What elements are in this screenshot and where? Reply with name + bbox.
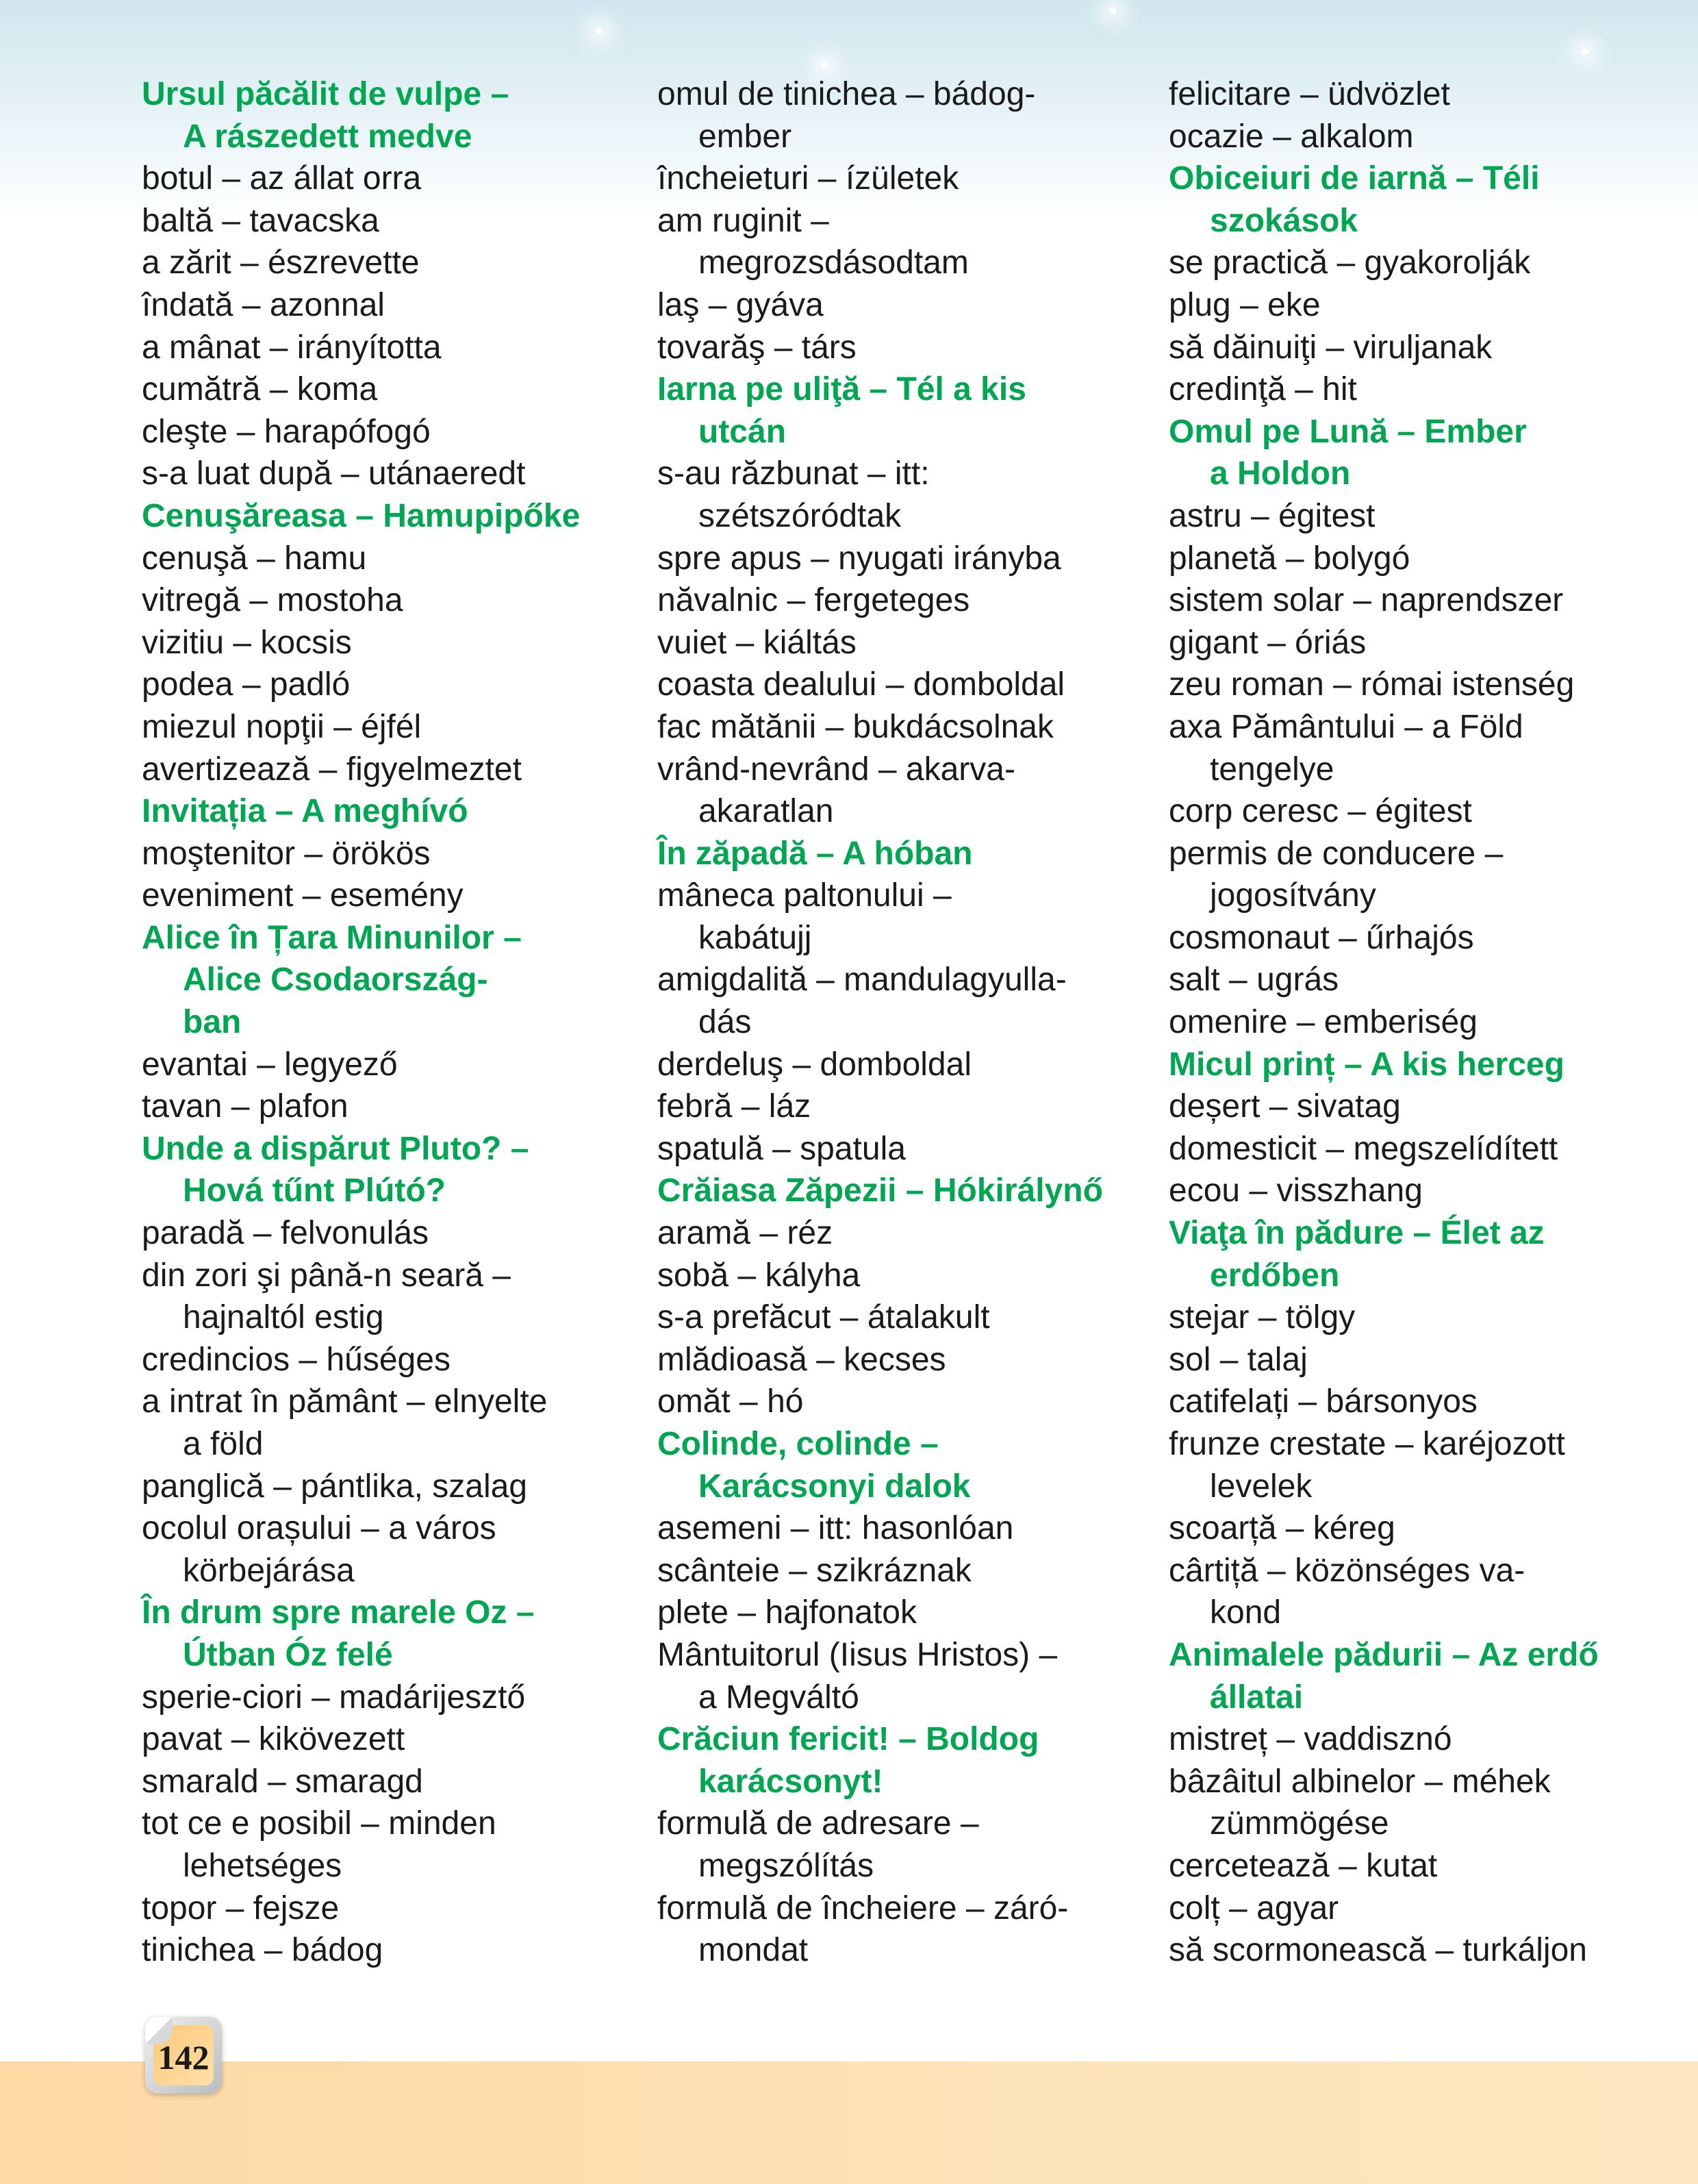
section-heading: Iarna pe uliţă – Tél a kis	[657, 371, 1026, 408]
glossary-entry: mistreț – vaddisznó	[1169, 1721, 1452, 1758]
glossary-entry: cumătră – koma	[142, 371, 378, 408]
footer-band	[0, 2061, 1698, 2184]
glossary-entry: megszólítás	[698, 1847, 874, 1884]
glossary-entry: topor – fejsze	[142, 1890, 340, 1926]
glossary-entry: omenire – emberiség	[1169, 1004, 1478, 1041]
glossary-entry: mâneca paltonului –	[657, 877, 952, 914]
glossary-entry: eveniment – esemény	[142, 877, 464, 914]
glossary-entry: salt – ugrás	[1169, 962, 1339, 999]
glossary-entry: fac mătănii – bukdácsolnak	[657, 708, 1054, 745]
glossary-entry: akaratlan	[698, 793, 834, 830]
glossary-entry: a intrat în pământ – elnyelte	[142, 1383, 548, 1420]
glossary-entry: scoarță – kéreg	[1169, 1510, 1395, 1547]
glossary-entry: spre apus – nyugati irányba	[657, 540, 1061, 577]
section-heading: utcán	[698, 413, 787, 450]
glossary-entry: Mântuitorul (Iisus Hristos) –	[657, 1636, 1058, 1673]
glossary-entry: tavan – plafon	[142, 1088, 349, 1125]
section-heading: Alice Csodaország-	[183, 962, 488, 999]
glossary-entry: szétszóródtak	[698, 497, 902, 534]
glossary-entry: îndată – azonnal	[142, 286, 385, 323]
glossary-entry: deșert – sivatag	[1169, 1088, 1401, 1125]
glossary-entry: a Megváltó	[698, 1679, 859, 1716]
section-heading: ban	[183, 1004, 242, 1041]
section-heading: Viaţa în pădure – Élet az	[1169, 1215, 1545, 1252]
section-heading: Ursul păcălit de vulpe –	[142, 76, 509, 112]
section-heading: Invitația – A meghívó	[142, 793, 468, 830]
glossary-entry: astru – égitest	[1169, 497, 1376, 534]
glossary-entry: hajnaltól estig	[183, 1299, 384, 1336]
glossary-entry: cenuşă – hamu	[142, 540, 367, 577]
glossary-entry: plug – eke	[1169, 286, 1321, 323]
glossary-entry: încheieturi – ízületek	[657, 160, 959, 197]
glossary-entry: am ruginit –	[657, 202, 829, 239]
section-heading: În drum spre marele Oz –	[142, 1594, 535, 1631]
glossary-entry: credincios – hűséges	[142, 1341, 451, 1378]
glossary-entry: gigant – óriás	[1169, 624, 1367, 661]
glossary-entry: stejar – tölgy	[1169, 1299, 1356, 1336]
glossary-entry: levelek	[1210, 1468, 1313, 1505]
section-heading: Crăiasa Zăpezii – Hókirálynő	[657, 1172, 1103, 1209]
glossary-entry: se practică – gyakorolják	[1169, 244, 1531, 281]
glossary-entry: a mânat – irányította	[142, 329, 442, 366]
glossary-entry: aramă – réz	[657, 1215, 833, 1252]
glossary-entry: tot ce e posibil – minden	[142, 1805, 496, 1842]
glossary-entry: să scormonească – turkáljon	[1169, 1932, 1587, 1969]
glossary-entry: körbejárása	[183, 1552, 355, 1589]
glossary-entry: coasta dealului – domboldal	[657, 666, 1065, 703]
glossary-entry: s-a luat după – utánaeredt	[142, 455, 526, 492]
section-heading: Micul prinț – A kis herceg	[1169, 1046, 1564, 1083]
glossary-column-3	[1169, 73, 1599, 1972]
glossary-entry: credinţă – hit	[1169, 371, 1357, 408]
glossary-entry: zeu roman – római istenség	[1169, 666, 1575, 703]
glossary-entry: sistem solar – naprendszer	[1169, 582, 1564, 619]
section-heading: Omul pe Lună – Ember	[1169, 413, 1527, 450]
glossary-entry: omăt – hó	[657, 1383, 804, 1420]
glossary-entry: formulă de încheiere – záró-	[657, 1890, 1069, 1926]
glossary-entry: zümmögése	[1210, 1805, 1389, 1842]
section-heading: În zăpadă – A hóban	[657, 835, 973, 872]
glossary-entry: catifelați – bársonyos	[1169, 1383, 1478, 1420]
glossary-entry: felicitare – üdvözlet	[1169, 76, 1450, 112]
glossary-entry: colț – agyar	[1169, 1890, 1339, 1926]
glossary-entry: ocazie – alkalom	[1169, 118, 1414, 155]
section-heading: Crăciun fericit! – Boldog	[657, 1721, 1039, 1758]
glossary-entry: axa Pământului – a Föld	[1169, 708, 1523, 745]
glossary-entry: vrând-nevrând – akarva-	[657, 751, 1015, 788]
glossary-entry: tengelye	[1210, 751, 1334, 788]
glossary-entry: avertizează – figyelmeztet	[142, 751, 522, 788]
glossary-entry: ember	[698, 118, 792, 155]
glossary-entry: sperie-ciori – madárijesztő	[142, 1679, 526, 1716]
glossary-entry: cercetează – kutat	[1169, 1847, 1438, 1884]
section-heading: karácsonyt!	[698, 1763, 883, 1800]
glossary-entry: vuiet – kiáltás	[657, 624, 857, 661]
sparkle-decoration	[822, 62, 828, 68]
section-heading: szokások	[1210, 202, 1358, 239]
glossary-entry: podea – padló	[142, 666, 351, 703]
glossary-entry: s-au răzbunat – itt:	[657, 455, 930, 492]
glossary-entry: să dăinuiţi – viruljanak	[1169, 329, 1493, 366]
glossary-entry: mondat	[698, 1932, 809, 1969]
glossary-column-1	[142, 73, 580, 1972]
section-heading: Colinde, colinde –	[657, 1426, 939, 1462]
glossary-entry: dás	[698, 1004, 752, 1041]
glossary-entry: plete – hajfonatok	[657, 1594, 917, 1631]
section-heading: Obiceiuri de iarnă – Téli	[1169, 160, 1540, 197]
glossary-entry: permis de conducere –	[1169, 835, 1504, 872]
section-heading: erdőben	[1210, 1257, 1340, 1294]
sparkle-decoration	[1109, 7, 1116, 14]
glossary-entry: sol – talaj	[1169, 1341, 1308, 1378]
sparkle-decoration	[1582, 48, 1588, 55]
glossary-entry: bâzâitul albinelor – méhek	[1169, 1763, 1551, 1800]
glossary-entry: jogosítvány	[1210, 877, 1376, 914]
glossary-entry: paradă – felvonulás	[142, 1215, 429, 1252]
glossary-entry: frunze crestate – karéjozott	[1169, 1426, 1565, 1462]
section-heading: Alice în Țara Minunilor –	[142, 919, 522, 956]
section-heading: Animalele pădurii – Az erdő	[1169, 1636, 1599, 1673]
glossary-entry: mlădioasă – kecses	[657, 1341, 946, 1378]
glossary-entry: cârtiță – közönséges va-	[1169, 1552, 1525, 1589]
glossary-entry: vizitiu – kocsis	[142, 624, 352, 661]
glossary-entry: sobă – kályha	[657, 1257, 861, 1294]
section-heading: Cenuşăreasa – Hamupipőke	[142, 497, 581, 534]
section-heading: a Holdon	[1210, 455, 1351, 492]
section-heading: Karácsonyi dalok	[698, 1468, 971, 1505]
glossary-entry: ecou – visszhang	[1169, 1172, 1423, 1209]
glossary-entry: febră – láz	[657, 1088, 811, 1125]
glossary-entry: botul – az állat orra	[142, 160, 422, 197]
glossary-entry: spatulă – spatula	[657, 1130, 906, 1167]
glossary-entry: smarald – smaragd	[142, 1763, 423, 1800]
glossary-entry: kond	[1210, 1594, 1282, 1631]
glossary-entry: derdeluş – domboldal	[657, 1046, 972, 1083]
glossary-entry: baltă – tavacska	[142, 202, 379, 239]
glossary-entry: tovarăş – társ	[657, 329, 857, 366]
glossary-entry: corp ceresc – égitest	[1169, 793, 1472, 830]
section-heading: Hová tűnt Plútó?	[183, 1172, 446, 1209]
glossary-entry: omul de tinichea – bádog-	[657, 76, 1036, 112]
glossary-entry: din zori şi până-n seară –	[142, 1257, 511, 1294]
section-heading: állatai	[1210, 1679, 1304, 1716]
glossary-entry: panglică – pántlika, szalag	[142, 1468, 528, 1505]
glossary-entry: laş – gyáva	[657, 286, 824, 323]
glossary-entry: asemeni – itt: hasonlóan	[657, 1510, 1014, 1547]
glossary-entry: megrozsdásodtam	[698, 244, 969, 281]
glossary-entry: tinichea – bádog	[142, 1932, 383, 1969]
section-heading: Útban Óz felé	[183, 1636, 393, 1673]
sparkle-decoration	[596, 27, 603, 34]
glossary-entry: pavat – kikövezett	[142, 1721, 405, 1758]
glossary-entry: moştenitor – örökös	[142, 835, 431, 872]
glossary-entry: cleşte – harapófogó	[142, 413, 431, 450]
glossary-entry: kabátujj	[698, 919, 812, 956]
section-heading: Unde a dispărut Pluto? –	[142, 1130, 529, 1167]
glossary-entry: ocolul orașului – a város	[142, 1510, 496, 1547]
glossary-entry: planetă – bolygó	[1169, 540, 1410, 577]
glossary-entry: vitregă – mostoha	[142, 582, 403, 619]
glossary-entry: năvalnic – fergeteges	[657, 582, 970, 619]
page-number-badge	[145, 2017, 222, 2094]
page-number: 142	[157, 2038, 210, 2076]
glossary-entry: lehetséges	[183, 1847, 342, 1884]
glossary-entry: a föld	[183, 1426, 264, 1462]
glossary-entry: evantai – legyező	[142, 1046, 398, 1083]
glossary-entry: miezul nopţii – éjfél	[142, 708, 422, 745]
glossary-entry: domesticit – megszelídített	[1169, 1130, 1558, 1167]
glossary-entry: a zărit – észrevette	[142, 244, 420, 281]
glossary-entry: formulă de adresare –	[657, 1805, 979, 1842]
glossary-column-2	[657, 73, 1103, 1972]
glossary-entry: amigdalită – mandulagyulla-	[657, 962, 1067, 999]
glossary-entry: cosmonaut – űrhajós	[1169, 919, 1474, 956]
glossary-entry: s-a prefăcut – átalakult	[657, 1299, 990, 1336]
section-heading: A rászedett medve	[183, 118, 472, 155]
glossary-entry: scânteie – szikráznak	[657, 1552, 972, 1589]
